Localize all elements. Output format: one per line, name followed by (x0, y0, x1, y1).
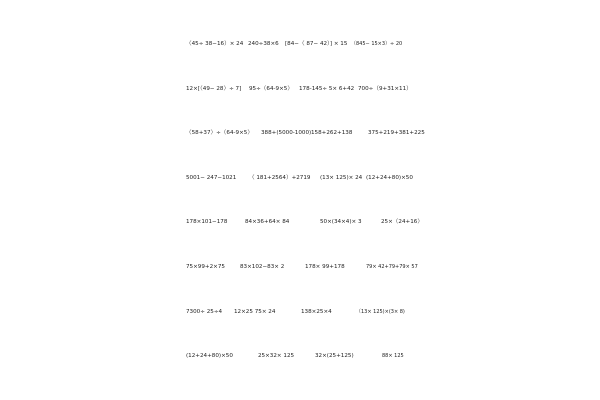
problem-2-3: 178-145÷ 5× 6+42 (299, 86, 355, 92)
problem-2-1: 12×[（49− 28）÷ 7] (186, 86, 242, 92)
problem-6-4: 79× 42+79+79× 57 (366, 264, 418, 270)
problem-6-1: 75×99+2×75 (186, 264, 225, 270)
problem-4-2: （ 181+2564）+2719 (249, 175, 311, 181)
problem-7-2: 12×25 75× 24 (234, 309, 276, 315)
problem-row-8 (0, 350, 600, 362)
problem-4-1: 5001− 247−1021 (186, 175, 237, 181)
problem-row-1 (0, 38, 600, 50)
problem-3-2: 388+(5000-1000) (261, 130, 312, 136)
problem-row-4 (0, 172, 600, 184)
problem-row-3 (0, 127, 600, 139)
problem-4-4: (12+24+80)×50 (366, 175, 413, 181)
problem-6-2: 83×102−83× 2 (240, 264, 285, 270)
problem-row-7 (0, 306, 600, 318)
problem-1-4: （845− 15×3）÷ 20 (351, 41, 403, 47)
problem-8-2: 25×32× 125 (258, 353, 295, 359)
problem-1-1: （45÷ 38−16）× 24 (186, 41, 244, 47)
problem-2-2: 95÷（64-9×5） (249, 86, 293, 92)
problem-row-2 (0, 83, 600, 95)
problem-7-4: （13× 125)×(3× 8) (356, 309, 405, 315)
problem-7-1: 7300÷ 25÷4 (186, 309, 223, 315)
problem-3-4: 375+219+381+225 (368, 130, 425, 136)
problem-8-1: (12+24+80)×50 (186, 353, 233, 359)
problem-8-4: 88× 125 (382, 353, 404, 359)
problem-5-3: 50×(34×4)× 3 (320, 219, 362, 225)
problem-7-3: 138×25×4 (301, 309, 332, 315)
problem-1-2: 240÷38×6 (248, 41, 279, 47)
problem-1-3: [84−（ 87− 42）] × 15 (285, 41, 348, 47)
problem-row-5 (0, 216, 600, 228)
problem-5-1: 178×101−178 (186, 219, 228, 225)
problem-5-4: 25×（24+16） (381, 219, 423, 225)
problem-row-6 (0, 261, 600, 273)
problem-6-3: 178× 99+178 (305, 264, 345, 270)
problem-3-1: （58+37）÷（64-9×5） (186, 130, 253, 136)
problem-2-4: 700÷（9+31×11） (358, 86, 412, 92)
problem-3-3: 158+262+138 (311, 130, 353, 136)
problem-8-3: 32×(25+125) (315, 353, 354, 359)
problem-4-3: (13× 125)× 24 (320, 175, 363, 181)
problem-5-2: 84×36+64× 84 (245, 219, 290, 225)
